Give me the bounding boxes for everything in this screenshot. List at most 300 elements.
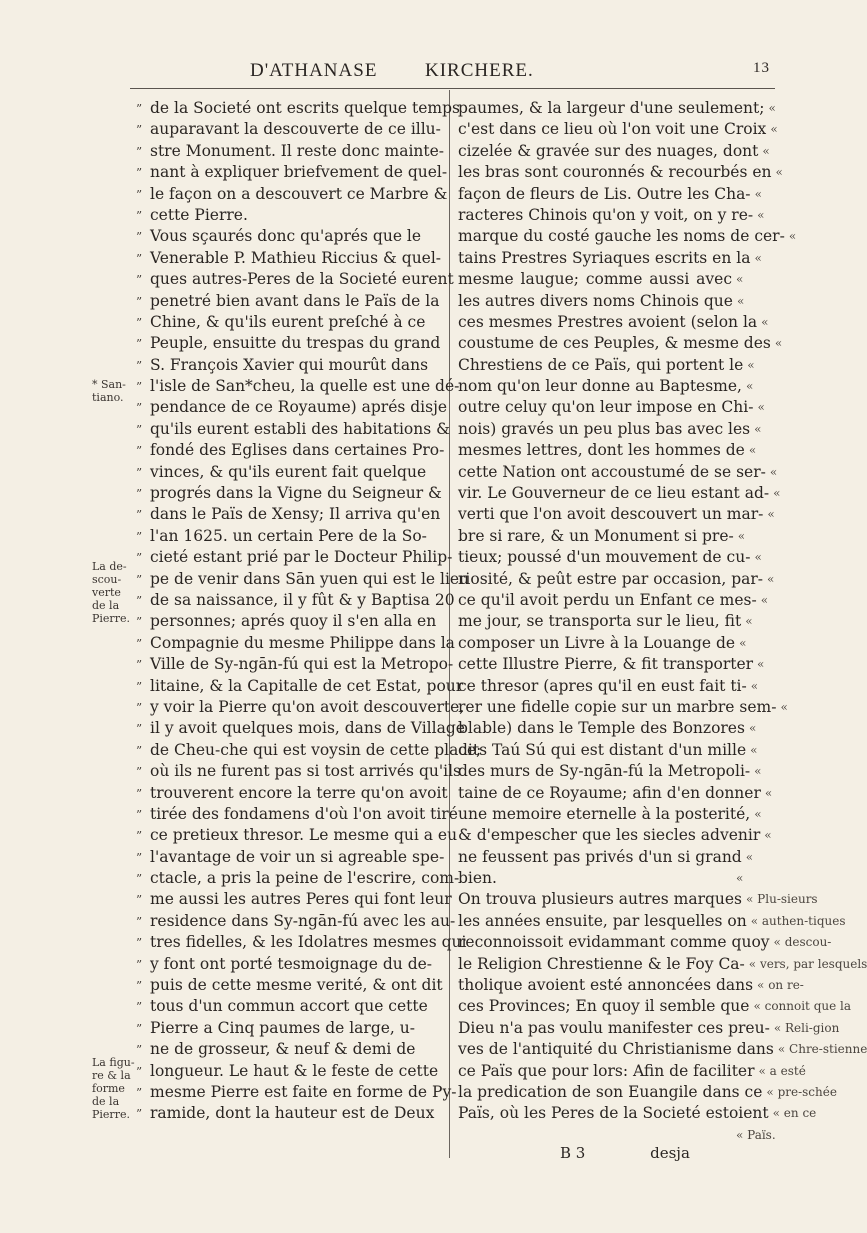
quote-mark: ” <box>136 572 143 587</box>
left-text-line <box>136 291 442 312</box>
quote-mark: ” <box>136 144 143 159</box>
left-line-text: nant à expliquer briefvement de quel- <box>150 163 448 182</box>
left-text-line <box>136 547 453 568</box>
right-text-line <box>458 740 776 761</box>
right-line-text: les autres divers noms Chinois que <box>458 291 733 310</box>
left-text-line <box>136 333 442 354</box>
right-text-line <box>458 98 776 119</box>
quote-mark: ” <box>136 1021 143 1036</box>
column-divider <box>449 90 450 1158</box>
left-line-text: Vous sçaurés donc qu'aprés que le <box>150 227 422 246</box>
right-text-line <box>458 269 776 290</box>
quote-mark: ” <box>136 508 143 523</box>
margin-quote: « <box>757 207 765 222</box>
left-line-text: pe de venir dans Sān yuen qui est le lieu <box>150 569 470 588</box>
right-text-line <box>458 291 776 312</box>
left-line-text: dans le Païs de Xensy; Il arriva qu'en <box>150 505 441 524</box>
quote-mark: ” <box>136 679 143 694</box>
left-text-line <box>136 440 445 461</box>
right-text-line <box>458 654 776 675</box>
right-text-line <box>458 419 776 440</box>
quote-mark: ” <box>136 829 143 844</box>
left-text-line <box>136 184 448 205</box>
margin-quote: « <box>767 571 775 586</box>
left-line-text: progrés dans la Vigne du Seigneur & <box>150 484 442 503</box>
left-line-text: y font ont porté tesmoignage du de- <box>150 954 433 973</box>
right-line-text: ne feussent pas privés d'un si grand <box>458 847 742 866</box>
quote-mark: ” <box>136 914 143 929</box>
right-line-text: tholique avoient esté annoncées dans <box>458 976 754 995</box>
left-line-text: Venerable P. Mathieu Riccius & quel- <box>150 248 442 267</box>
right-line-text: rer une fidelle copie sur un marbre sem- <box>458 697 777 716</box>
left-text-line <box>136 376 460 397</box>
right-text-line <box>458 1082 837 1103</box>
left-line-text: mesme Pierre est faite en forme de Py- <box>150 1082 457 1101</box>
margin-quote: « Chre-stienne <box>777 1042 867 1057</box>
left-text-line <box>136 911 456 932</box>
right-text-line <box>458 590 776 611</box>
header-rule <box>130 88 775 89</box>
right-text-line <box>458 547 776 568</box>
left-line-text: l'isle de San*cheu, la quelle est une dé- <box>150 377 460 396</box>
left-line-text: puis de cette mesme verité, & ont dit <box>150 976 443 995</box>
left-text-line <box>136 312 442 333</box>
right-text-line <box>458 504 776 525</box>
right-text-line <box>458 440 776 461</box>
right-line-text: taine de ce Royaume; afin d'en donner <box>458 783 761 802</box>
left-line-text: ques autres-Peres de la Societé eurent <box>150 270 454 289</box>
right-line-text: & d'empescher que les siecles advenir <box>458 826 761 845</box>
right-text-line <box>458 1103 817 1124</box>
right-text-line <box>458 162 783 183</box>
quote-mark: ” <box>136 957 143 972</box>
right-text-line <box>458 783 776 804</box>
left-text-line <box>136 718 465 739</box>
margin-quote: « <box>764 828 772 843</box>
left-line-text: vinces, & qu'ils eurent fait quelque <box>150 462 427 481</box>
left-text-line <box>136 504 442 525</box>
margin-quote: « <box>769 464 778 479</box>
margin-quote: « <box>754 250 762 265</box>
margin-quote: « <box>754 806 762 821</box>
left-line-text: qu'ils eurent establi des habitations & <box>150 419 450 438</box>
right-line-text: composer un Livre à la Louange de <box>458 633 736 652</box>
running-header <box>250 60 770 84</box>
margin-quote: « <box>754 421 762 436</box>
left-text-line <box>136 526 442 547</box>
quote-mark: ” <box>136 444 143 459</box>
left-line-text: Peuple, ensuitte du trespas du grand <box>150 334 441 353</box>
margin-quote: « <box>761 314 769 329</box>
left-text-line <box>136 975 442 996</box>
right-line-text: racteres Chinois qu'on y voit, on y re- <box>458 205 754 224</box>
left-line-text: litaine, & la Capitalle de cet Estat, pour <box>150 676 464 695</box>
quote-mark: ” <box>136 1064 143 1079</box>
left-text-line <box>136 889 452 910</box>
quote-mark: ” <box>136 636 143 651</box>
margin-note-descouverte: La de-scou-verte de la Pierre. <box>92 560 130 625</box>
right-text-line <box>458 205 776 226</box>
left-text-line <box>136 119 442 140</box>
left-line-text: cette Pierre. <box>150 205 248 224</box>
header-right: KIRCHERE. <box>425 60 534 81</box>
left-text-line <box>136 462 442 483</box>
left-line-text: personnes; aprés quoy il s'en alla en <box>150 612 437 631</box>
right-text-line <box>458 1061 806 1082</box>
right-text-line <box>458 975 804 996</box>
margin-quote: « descou- <box>773 935 832 950</box>
right-line-text: tieux; poussé d'un mouvement de cu- <box>458 548 751 567</box>
left-text-line <box>136 483 442 504</box>
margin-quote: « <box>754 764 762 779</box>
quote-mark: ” <box>136 166 143 181</box>
header-left: D'ATHANASE <box>250 60 378 81</box>
right-text-line <box>458 825 776 846</box>
quote-mark: ” <box>136 872 143 887</box>
right-line-text: ces Provinces; En quoy il semble que <box>458 997 750 1016</box>
right-line-text: paumes, & la largeur d'une seulement; <box>458 99 765 117</box>
left-line-text: cieté estant prié par le Docteur Philip- <box>150 548 453 567</box>
margin-quote: « <box>745 849 754 864</box>
right-line-text: ce qu'il avoit perdu un Enfant ce mes- <box>458 590 757 609</box>
quote-mark: ” <box>136 208 143 223</box>
right-text-line <box>458 804 776 825</box>
page-number: 13 <box>753 60 770 76</box>
left-line-text: S. François Xavier qui mourût dans <box>150 355 429 374</box>
right-line-text: cizelée & gravée sur des nuages, dont <box>458 141 759 160</box>
margin-quote: « <box>757 657 765 672</box>
left-line-text: ctacle, a pris la peine de l'escrire, com- <box>150 869 460 888</box>
quote-mark: ” <box>136 936 143 951</box>
right-text-line <box>458 911 846 932</box>
quote-mark: ” <box>136 1107 143 1122</box>
left-line-text: y voir la Pierre qu'on avoit descouverte, <box>150 697 465 716</box>
right-text-line <box>458 569 776 590</box>
quote-mark: ” <box>136 273 143 288</box>
quote-mark: ” <box>136 487 143 502</box>
left-text-line <box>136 226 442 247</box>
right-line-text: reconnoissoit evidammant comme quoy <box>458 933 770 952</box>
quote-mark: ” <box>136 337 143 352</box>
left-line-text: tirée des fondamens d'où l'on avoit tiré <box>150 804 458 823</box>
quote-mark: ” <box>136 102 143 116</box>
left-line-text: tres fidelles, & les Idolatres mesmes qui <box>150 933 467 952</box>
right-text-line <box>458 718 776 739</box>
margin-quote: « en ce <box>772 1106 817 1121</box>
quote-mark: ” <box>136 979 143 994</box>
margin-quote: « <box>780 699 788 714</box>
right-text-line <box>458 376 776 397</box>
quote-mark: ” <box>136 551 143 566</box>
left-text-line <box>136 611 442 632</box>
left-text-line <box>136 676 464 697</box>
quote-mark: ” <box>136 722 143 737</box>
left-text-line <box>136 419 450 440</box>
quote-mark: ” <box>136 123 143 138</box>
left-text-line <box>136 761 461 782</box>
margin-quote: « <box>748 443 757 458</box>
right-line-text: bien. <box>458 869 497 888</box>
right-text-line <box>458 526 776 547</box>
margin-quote: « <box>745 379 754 394</box>
margin-quote: « <box>754 186 762 201</box>
margin-quote: « <box>748 721 757 736</box>
margin-quote: « Plu-sieurs <box>746 892 818 907</box>
margin-quote: « Païs. <box>736 1127 776 1142</box>
right-line-text: façon de fleurs de Lis. Outre les Cha- <box>458 184 751 203</box>
left-line-text: tous d'un commun accort que cette <box>150 997 428 1016</box>
right-line-text: On trouva plusieurs autres marques <box>458 890 743 909</box>
left-text-line <box>136 98 461 119</box>
quote-mark: ” <box>136 529 143 544</box>
right-line-text <box>458 1125 732 1146</box>
right-line-text: nom qu'on leur donne au Baptesme, <box>458 377 742 396</box>
left-line-text: le façon on a descouvert ce Marbre & <box>150 184 448 203</box>
right-line-text: ves de l'antiquité du Christianisme dans <box>458 1040 774 1059</box>
quote-mark: ” <box>136 765 143 780</box>
right-line-text: le Religion Chrestienne & le Foy Ca- <box>458 954 745 973</box>
quote-mark: ” <box>136 893 143 908</box>
left-line-text: de Cheu-che qui est voysin de cette place; <box>150 740 482 759</box>
margin-quote: « <box>767 507 775 522</box>
right-line-text: une memoire eternelle à la posterité, <box>458 804 751 823</box>
right-text-line <box>458 462 776 483</box>
left-text-line <box>136 654 454 675</box>
left-text-line <box>136 205 442 226</box>
quote-mark: ” <box>136 786 143 801</box>
margin-quote: « <box>774 336 783 351</box>
signature-mark: B 3 <box>560 1144 586 1162</box>
left-line-text: Ville de Sy-ngān-fú qui est la Metropo- <box>150 655 454 674</box>
margin-note-santiano: * San-tiano. <box>92 378 126 404</box>
left-text-line <box>136 355 442 376</box>
quote-mark: ” <box>136 1085 143 1100</box>
quote-mark: ” <box>136 850 143 865</box>
right-line-text: mesmes lettres, dont les hommes de <box>458 441 745 460</box>
left-line-text: residence dans Sy-ngān-fú avec les au- <box>150 911 456 930</box>
margin-quote: « <box>770 122 778 137</box>
right-text-line <box>458 697 788 718</box>
right-text-line <box>458 355 776 376</box>
right-text-line <box>458 1018 840 1039</box>
quote-mark: ” <box>136 658 143 673</box>
right-text-line <box>458 1125 776 1146</box>
right-text-line <box>458 119 776 140</box>
left-text-line <box>136 1018 442 1039</box>
right-text-line <box>458 676 776 697</box>
right-line-text: Païs, où les Peres de la Societé estoient <box>458 1104 769 1123</box>
right-text-line <box>458 312 776 333</box>
right-line-text: mesme laugue; comme aussi avec <box>458 270 732 289</box>
margin-quote: « on re- <box>757 978 804 993</box>
quote-mark: ” <box>136 743 143 758</box>
right-line-text: tains Prestres Syriaques escrits en la <box>458 248 751 267</box>
quote-mark: ” <box>136 401 143 416</box>
right-line-text: outre celuy qu'on leur impose en Chi- <box>458 398 754 417</box>
left-line-text: pendance de ce Royaume) aprés disje <box>150 398 448 417</box>
right-text-line <box>458 483 781 504</box>
left-text-line <box>136 932 467 953</box>
margin-quote: « vers, par lesquels <box>748 956 867 971</box>
margin-quote: « Reli-gion <box>773 1020 840 1035</box>
right-line-text: Dieu n'a pas voulu manifester ces preu- <box>458 1018 770 1037</box>
right-text-line <box>458 248 776 269</box>
left-text-line <box>136 569 470 590</box>
quote-mark: ” <box>136 593 143 608</box>
right-text-line <box>458 1039 867 1060</box>
left-text-line <box>136 269 454 290</box>
left-column <box>136 98 482 1125</box>
quote-mark: ” <box>136 251 143 266</box>
margin-quote: « <box>750 678 759 693</box>
quote-mark: ” <box>136 807 143 822</box>
left-text-line <box>136 1061 442 1082</box>
margin-quote: « <box>760 592 769 607</box>
margin-quote: « pre-schée <box>766 1084 837 1099</box>
right-line-text: les bras sont couronnés & recourbés en <box>458 163 772 182</box>
margin-quote: « <box>762 143 770 158</box>
left-text-line <box>136 847 445 868</box>
right-line-text: blable) dans le Temple des Bonzores <box>458 719 745 738</box>
page-footer <box>560 1144 750 1162</box>
left-line-text: l'avantage de voir un si agreable spe- <box>150 847 445 866</box>
left-line-text: de la Societé ont escrits quelque temps <box>150 99 461 117</box>
left-text-line <box>136 783 448 804</box>
right-line-text: bre si rare, & un Monument si pre- <box>458 526 734 545</box>
margin-quote: « connoit que la <box>753 999 852 1014</box>
quote-mark: ” <box>136 187 143 202</box>
left-text-line <box>136 804 458 825</box>
left-text-line <box>136 1082 457 1103</box>
right-line-text: Chrestiens de ce Païs, qui portent le <box>458 355 744 374</box>
right-text-line <box>458 611 776 632</box>
right-line-text: marque du costé gauche les noms de cer- <box>458 227 785 246</box>
left-text-line <box>136 633 455 654</box>
right-line-text: dits Taú Sú qui est distant d'un mille <box>458 740 747 759</box>
margin-quote: « <box>775 165 783 180</box>
right-line-text: cette Illustre Pierre, & fit transporter <box>458 655 754 674</box>
margin-quote: « <box>736 293 745 308</box>
quote-mark: ” <box>136 700 143 715</box>
margin-quote: « <box>736 272 744 287</box>
right-line-text: ces mesmes Prestres avoient (selon la <box>458 312 758 331</box>
margin-quote: « <box>737 528 746 543</box>
left-line-text: où ils ne furent pas si tost arrivés qu'ils <box>150 762 461 781</box>
right-line-text: ce thresor (apres qu'il en eust fait ti- <box>458 676 747 695</box>
margin-quote: « <box>754 550 762 565</box>
right-line-text: des murs de Sy-ngān-fú la Metropoli- <box>458 762 751 781</box>
margin-quote: « <box>764 785 773 800</box>
left-text-line <box>136 697 465 718</box>
catchword: desja <box>650 1144 690 1162</box>
right-line-text: vir. Le Gouverneur de ce lieu estant ad- <box>458 484 770 503</box>
left-line-text: trouverent encore la terre qu'on avoit <box>150 783 448 802</box>
right-text-line <box>458 761 776 782</box>
quote-mark: ” <box>136 422 143 437</box>
left-line-text: longueur. Le haut & le feste de cette <box>150 1061 439 1080</box>
left-line-text: ramide, dont la hauteur est de Deux <box>150 1104 435 1123</box>
left-text-line <box>136 1039 442 1060</box>
margin-quote: « <box>747 357 755 372</box>
left-line-text: fondé des Eglises dans certaines Pro- <box>150 441 445 460</box>
left-line-text: Chine, & qu'ils eurent preſché à ce <box>150 312 426 331</box>
margin-note-figure: La figu-re & la forme de la Pierre. <box>92 1056 135 1121</box>
left-text-line <box>136 162 448 183</box>
quote-mark: ” <box>136 230 143 245</box>
right-line-text: me jour, se transporta sur le lieu, fit <box>458 612 742 631</box>
right-text-line <box>458 226 797 247</box>
margin-quote: « a esté <box>758 1063 806 1078</box>
left-line-text: auparavant la descouverte de ce illu- <box>150 120 441 139</box>
right-line-text: cette Nation ont accoustumé de se ser- <box>458 462 766 481</box>
right-text-line <box>458 847 776 868</box>
left-line-text: ne de grosseur, & neuf & demi de <box>150 1040 416 1059</box>
margin-quote: « <box>788 229 797 244</box>
left-line-text: il y avoit quelques mois, dans de Village <box>150 719 465 738</box>
left-line-text: l'an 1625. un certain Pere de la So- <box>150 526 427 545</box>
right-text-line <box>458 932 832 953</box>
margin-quote: « <box>757 400 765 415</box>
right-text-line <box>458 397 776 418</box>
left-line-text: de sa naissance, il y fût & y Baptisa 20 <box>150 590 455 609</box>
right-line-text: verti que l'on avoit descouvert un mar- <box>458 505 764 524</box>
right-line-text: ce Païs que pour lors: Afin de faciliter <box>458 1061 755 1080</box>
quote-mark: ” <box>136 380 143 395</box>
left-text-line <box>136 825 458 846</box>
right-column <box>458 98 867 1146</box>
right-line-text: c'est dans ce lieu où l'on voit une Croix <box>458 120 767 139</box>
left-text-line <box>136 740 482 761</box>
margin-quote: « <box>768 101 776 115</box>
right-text-line <box>458 333 783 354</box>
left-line-text: ce pretieux thresor. Le mesme qui a eu <box>150 826 458 845</box>
margin-quote: « <box>750 742 758 757</box>
right-line-text: riosité, & peût estre par occasion, par- <box>458 569 764 588</box>
left-text-line <box>136 141 445 162</box>
margin-quote: « <box>736 871 744 886</box>
right-line-text: la predication de son Euangile dans ce <box>458 1082 763 1101</box>
left-line-text: penetré bien avant dans le Païs de la <box>150 291 440 310</box>
right-line-text: coustume de ces Peuples, & mesme des <box>458 334 771 353</box>
quote-mark: ” <box>136 315 143 330</box>
right-text-line <box>458 889 818 910</box>
margin-quote: « <box>745 614 753 629</box>
right-text-line <box>458 996 852 1017</box>
left-line-text: Compagnie du mesme Philippe dans la <box>150 633 455 652</box>
left-text-line <box>136 868 460 889</box>
right-text-line <box>458 954 867 975</box>
margin-quote: « <box>773 486 781 501</box>
quote-mark: ” <box>136 615 143 630</box>
left-line-text: me aussi les autres Peres qui font leur <box>150 890 452 909</box>
right-line-text: nois) gravés un peu plus bas avec les <box>458 419 751 438</box>
left-line-text: Pierre a Cinq paumes de large, u- <box>150 1018 415 1037</box>
margin-quote: « <box>739 635 747 650</box>
left-text-line <box>136 590 455 611</box>
right-line-text: les années ensuite, par lesquelles on <box>458 911 747 930</box>
quote-mark: ” <box>136 358 143 373</box>
quote-mark: ” <box>136 294 143 309</box>
left-text-line <box>136 248 442 269</box>
left-line-text: stre Monument. Il reste donc mainte- <box>150 141 445 160</box>
right-text-line <box>458 184 776 205</box>
quote-mark: ” <box>136 465 143 480</box>
left-text-line <box>136 397 448 418</box>
quote-mark: ” <box>136 1043 143 1058</box>
right-text-line <box>458 633 776 654</box>
quote-mark: ” <box>136 1000 143 1015</box>
left-text-line <box>136 954 442 975</box>
